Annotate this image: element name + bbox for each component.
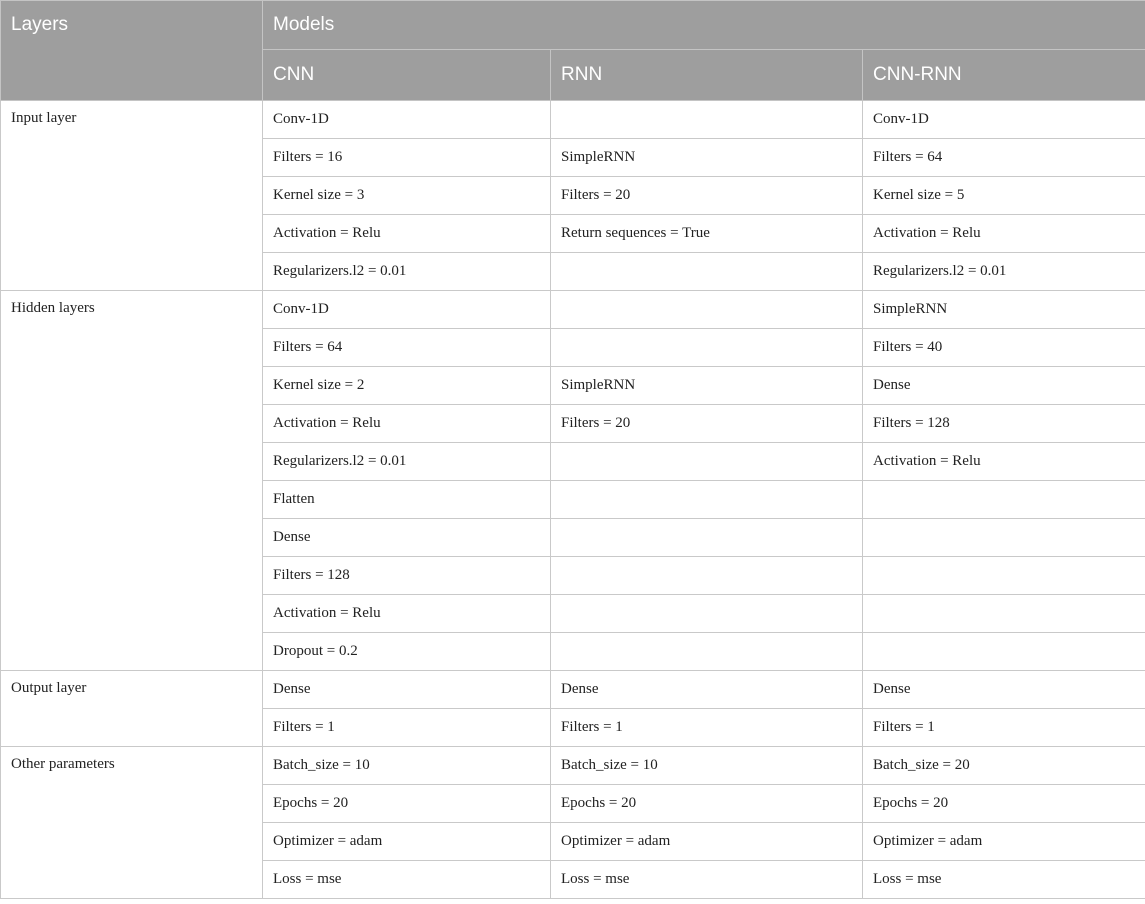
cnn-cell: Kernel size = 2	[263, 367, 551, 405]
cnn-cell: Dense	[263, 519, 551, 557]
layer-group-label: Output layer	[1, 671, 263, 747]
rnn-cell: Loss = mse	[551, 861, 863, 899]
cnn-rnn-cell: Activation = Relu	[863, 215, 1145, 253]
rnn-cell: Dense	[551, 671, 863, 709]
cnn-cell: Batch_size = 10	[263, 747, 551, 785]
cnn-cell: Dropout = 0.2	[263, 633, 551, 671]
rnn-cell: Epochs = 20	[551, 785, 863, 823]
rnn-cell: Batch_size = 10	[551, 747, 863, 785]
table-row	[1, 747, 1145, 785]
rnn-cell	[551, 253, 863, 291]
cnn-cell: Regularizers.l2 = 0.01	[263, 443, 551, 481]
header-cnn-rnn: CNN-RNN	[863, 50, 1145, 101]
header-rnn: RNN	[551, 50, 863, 101]
cnn-rnn-cell: Batch_size = 20	[863, 747, 1145, 785]
rnn-cell: Filters = 20	[551, 405, 863, 443]
rnn-cell	[551, 557, 863, 595]
cnn-rnn-cell	[863, 633, 1145, 671]
cnn-cell: Activation = Relu	[263, 595, 551, 633]
cnn-cell: Filters = 128	[263, 557, 551, 595]
cnn-rnn-cell: Activation = Relu	[863, 443, 1145, 481]
header-cnn: CNN	[263, 50, 551, 101]
cnn-rnn-cell: Filters = 128	[863, 405, 1145, 443]
cnn-rnn-cell: Loss = mse	[863, 861, 1145, 899]
cnn-rnn-cell	[863, 595, 1145, 633]
rnn-cell: Filters = 1	[551, 709, 863, 747]
cnn-rnn-cell: Dense	[863, 671, 1145, 709]
cnn-cell: Filters = 16	[263, 139, 551, 177]
cnn-rnn-cell: Filters = 64	[863, 139, 1145, 177]
cnn-cell: Conv-1D	[263, 291, 551, 329]
cnn-rnn-cell: Filters = 1	[863, 709, 1145, 747]
rnn-cell	[551, 481, 863, 519]
cnn-cell: Kernel size = 3	[263, 177, 551, 215]
table-body	[1, 101, 1145, 899]
table-row	[1, 291, 1145, 329]
cnn-cell: Activation = Relu	[263, 215, 551, 253]
cnn-cell: Activation = Relu	[263, 405, 551, 443]
table-header	[1, 1, 1145, 101]
rnn-cell	[551, 633, 863, 671]
rnn-cell	[551, 519, 863, 557]
layer-group-label: Hidden layers	[1, 291, 263, 671]
cnn-cell: Flatten	[263, 481, 551, 519]
table-row	[1, 671, 1145, 709]
table-row	[1, 101, 1145, 139]
rnn-cell	[551, 443, 863, 481]
cnn-cell: Conv-1D	[263, 101, 551, 139]
layer-group-label: Input layer	[1, 101, 263, 291]
cnn-cell: Dense	[263, 671, 551, 709]
cnn-rnn-cell: SimpleRNN	[863, 291, 1145, 329]
header-models: Models	[263, 1, 1145, 50]
rnn-cell: Return sequences = True	[551, 215, 863, 253]
rnn-cell	[551, 291, 863, 329]
header-layers: Layers	[1, 1, 263, 101]
rnn-cell: Optimizer = adam	[551, 823, 863, 861]
cnn-rnn-cell: Dense	[863, 367, 1145, 405]
rnn-cell: SimpleRNN	[551, 139, 863, 177]
rnn-cell: SimpleRNN	[551, 367, 863, 405]
layer-group-label: Other parameters	[1, 747, 263, 899]
cnn-rnn-cell: Epochs = 20	[863, 785, 1145, 823]
cnn-rnn-cell: Optimizer = adam	[863, 823, 1145, 861]
cnn-rnn-cell	[863, 557, 1145, 595]
cnn-rnn-cell: Kernel size = 5	[863, 177, 1145, 215]
cnn-cell: Regularizers.l2 = 0.01	[263, 253, 551, 291]
cnn-cell: Epochs = 20	[263, 785, 551, 823]
cnn-rnn-cell: Filters = 40	[863, 329, 1145, 367]
rnn-cell: Filters = 20	[551, 177, 863, 215]
cnn-cell: Optimizer = adam	[263, 823, 551, 861]
rnn-cell	[551, 101, 863, 139]
cnn-rnn-cell: Regularizers.l2 = 0.01	[863, 253, 1145, 291]
cnn-cell: Filters = 64	[263, 329, 551, 367]
cnn-rnn-cell	[863, 481, 1145, 519]
cnn-cell: Loss = mse	[263, 861, 551, 899]
cnn-rnn-cell	[863, 519, 1145, 557]
cnn-cell: Filters = 1	[263, 709, 551, 747]
rnn-cell	[551, 595, 863, 633]
cnn-rnn-cell: Conv-1D	[863, 101, 1145, 139]
rnn-cell	[551, 329, 863, 367]
